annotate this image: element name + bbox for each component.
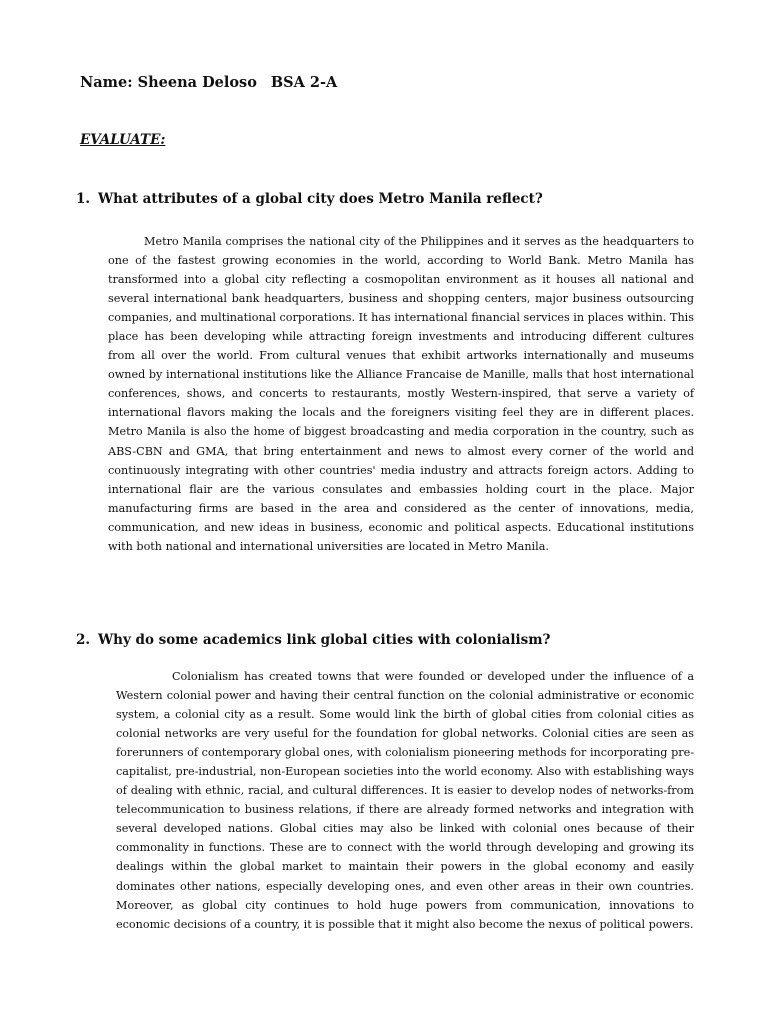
question-1 xyxy=(76,191,543,207)
student-name: Name: Sheena Deloso xyxy=(80,74,257,91)
question-2-number: 2. xyxy=(76,632,91,648)
question-2-text: Why do some academics link global cities with colonialism? xyxy=(98,632,551,648)
question-1-number: 1. xyxy=(76,191,91,207)
question-1-text: What attributes of a global city does Metro Manila reflect? xyxy=(98,191,543,207)
answer-2: Colonialism has created towns that were founded or developed under the influence of a Western colonial power and having their central function on the colonial administrative or economic system, a colonial city as a result. Some would link the birth of global cities from colonial cities as colonial networks are very useful for the foundation for global networks. Colonial cities are seen as forerunners of contemporary global ones, with colonialism pioneering methods for incorporating pre-capitalist, pre-industrial, non-European societies into the world economy. Also with establishing ways of dealing with ethnic, racial, and cultural differences. It is easier to develop nodes of networks-from telecommunication to business relations, if there are already formed networks and integration with several developed nations. Global cities may also be linked with colonial ones because of their commonality in functions. These are to connect with the world through developing and growing its dealings within the global market to maintain their powers in the global economy and easily dominates other nations, especially developing ones, and even other areas in their own countries. Moreover, as global city continues to hold huge powers from communication, innovations to economic decisions of a country, it is possible that it might also become the nexus of political powers. xyxy=(116,670,694,931)
answer-1: Metro Manila comprises the national city of the Philippines and it serves as the headquarters to one of the fastest growing economies in the world, according to World Bank. Metro Manila has transformed into a global city reflecting a cosmopolitan environment as it houses all national and several international bank headquarters, business and shopping centers, major business outsourcing companies, and multinational corporations. It has international financial services in places within. This place has been developing while attracting foreign investments and introducing different cultures from all over the world. From cultural venues that exhibit artworks internationally and museums owned by international institutions like the Alliance Francaise de Manille, malls that host international conferences, shows, and concerts to restaurants, mostly Western-inspired, that serve a variety of international flavors making the locals and the foreigners visiting feel they are in different places. Metro Manila is also the home of biggest broadcasting and media corporation in the country, such as ABS-CBN and GMA, that bring entertainment and news to almost every corner of the world and continuously integrating with other countries' media industry and attracts foreign actors. Adding to international flair are the various consulates and embassies holding court in the place. Major manufacturing firms are based in the area and considered as the center of innovations, media, communication, and new ideas in business, economic and political aspects. Educational institutions with both national and international universities are located in Metro Manila. xyxy=(108,235,694,553)
student-header xyxy=(80,74,337,91)
question-2 xyxy=(76,632,550,648)
section-heading: EVALUATE: xyxy=(80,132,166,148)
student-section: BSA 2-A xyxy=(270,74,338,91)
